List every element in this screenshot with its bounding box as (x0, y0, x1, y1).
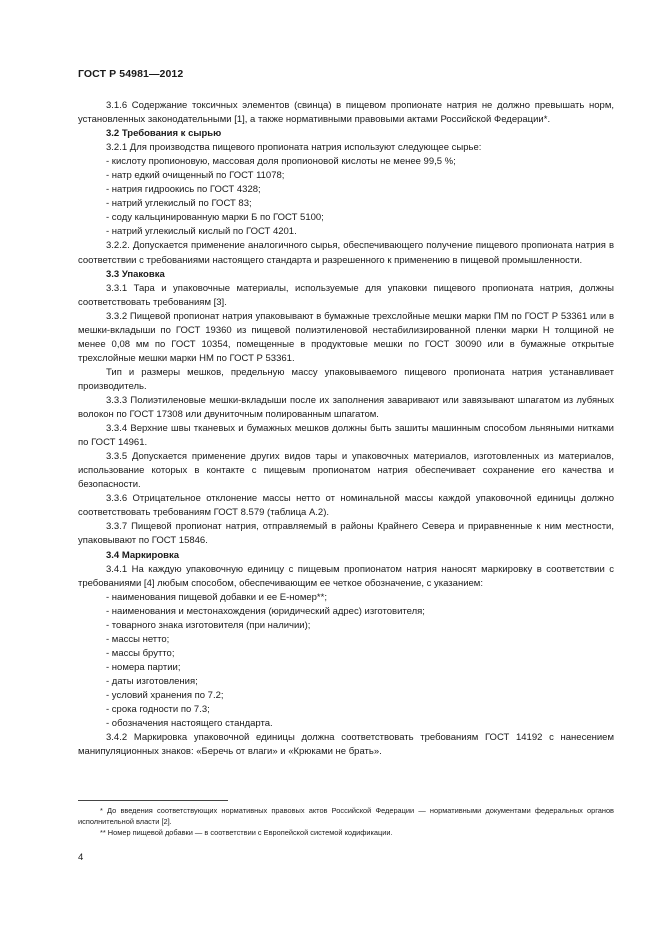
raw-materials-list (78, 155, 614, 239)
page-header: ГОСТ Р 54981—2012 (78, 68, 184, 80)
list-item: - массы брутто; (106, 647, 175, 659)
clause-3-4-1: 3.4.1 На каждую упаковочную единицу с пищевым пропионатом натрия наносят маркировку в соответствии с требованиями [4] любым способом, обеспечивающим ее четкое обозначение, с указанием: (78, 563, 614, 589)
clause-3-2-1: 3.2.1 Для производства пищевого пропионата натрия используют следующее сырье: (106, 142, 482, 154)
clause-3-2-2: 3.2.2. Допускается применение аналогичного сырья, обеспечивающего получение пищевого пропионата натрия в соответствии с требованиями настоящего стандарта и разрешенного к применению в пищевой промышленности. (78, 240, 614, 266)
list-item: - срока годности по 7.3; (106, 704, 210, 716)
marking-list (78, 591, 614, 731)
section-heading-3-2: 3.2 Требования к сырью (106, 128, 222, 140)
clause-3-3-3: 3.3.3 Полиэтиленовые мешки-вкладыши после их заполнения заваривают или завязывают шпагатом из лубяных волокон по ГОСТ 17308 или двуниточным полированным шпагатом. (78, 394, 614, 421)
clause-3-3-5: 3.3.5 Допускается применение других видов тары и упаковочных материалов, изготовленных из материалов, использование которых в контакте с пищевым пропионатом натрия обеспечивает сохранение его качества и безопасности. (78, 451, 614, 491)
list-item: - натрий углекислый кислый по ГОСТ 4201. (106, 226, 297, 238)
clause-3-3-2-continued: Тип и размеры мешков, предельную массу упаковываемого пищевого пропионата натрия устанавливает производитель. (78, 366, 614, 392)
list-item: - обозначения настоящего стандарта. (106, 718, 273, 730)
list-item: - соду кальцинированную марки Б по ГОСТ 5100; (106, 212, 324, 224)
clause-3-3-4: 3.3.4 Верхние швы тканевых и бумажных мешков должны быть зашиты машинным способом льняными нитками по ГОСТ 14961. (78, 423, 614, 449)
section-heading-3-3: 3.3 Упаковка (106, 268, 165, 280)
section-heading-3-4: 3.4 Маркировка (106, 549, 180, 561)
list-item: - наименования пищевой добавки и ее Е-номер**; (106, 591, 327, 603)
list-item: - натрия гидроокись по ГОСТ 4328; (106, 184, 261, 196)
list-item: - номера партии; (106, 661, 181, 673)
list-item: - натрий углекислый по ГОСТ 83; (106, 198, 252, 210)
list-item: - натр едкий очищенный по ГОСТ 11078; (106, 170, 285, 182)
list-item: - наименования и местонахождения (юридический адрес) изготовителя; (106, 605, 425, 617)
clause-3-1-6: 3.1.6 Содержание токсичных элементов (свинца) в пищевом пропионате натрия не должно превышать норм, установленных законодательными [1], а также нормативными правовыми актами Российской Федерации*. (78, 100, 614, 126)
footnote-divider (78, 800, 228, 801)
document-body (78, 99, 614, 759)
clause-3-3-7: 3.3.7 Пищевой пропионат натрия, отправляемый в районы Крайнего Севера и приравненные к ним местности, упаковывают по ГОСТ 15846. (78, 521, 614, 547)
clause-3-3-6: 3.3.6 Отрицательное отклонение массы нетто от номинальной массы каждой упаковочной единицы должно соответствовать требованиям ГОСТ 8.579 (таблица А.2). (78, 493, 614, 519)
list-item: - условий хранения по 7.2; (106, 689, 224, 701)
list-item: - даты изготовления; (106, 675, 198, 687)
footnote: * До введения соответствующих нормативных правовых актов Российской Федерации — нормативными документами федеральных органов исполнительной власти [2]. (78, 806, 614, 826)
list-item: - кислоту пропионовую, массовая доля пропионовой кислоты не менее 99,5 %; (106, 156, 456, 168)
page-number: 4 (78, 852, 84, 863)
footnote: ** Номер пищевой добавки — в соответствии с Европейской системой кодификации. (100, 828, 393, 837)
clause-3-4-2: 3.4.2 Маркировка упаковочной единицы должна соответствовать требованиям ГОСТ 14192 с нанесением манипуляционных знаков: «Беречь от влаги» и «Крюками не брать». (78, 732, 614, 758)
list-item: - массы нетто; (106, 633, 170, 645)
clause-3-3-2: 3.3.2 Пищевой пропионат натрия упаковывают в бумажные трехслойные мешки марки ПМ по ГОСТ Р 53361 или в мешки-вкладыши по ГОСТ 19360 из пищевой полиэтиленовой нестабилизированной пленки марки Н толщиной не менее 0,08 мм по ГОСТ 10354, помещенные в продуктовые мешки по ГОСТ 30090 или в бумажные открытые трехслойные мешки марки НМ по ГОСТ Р 53361. (78, 310, 614, 364)
footnotes (78, 800, 614, 838)
clause-3-3-1: 3.3.1 Тара и упаковочные материалы, используемые для упаковки пищевого пропионата натрия, должны соответствовать требованиям [3]. (78, 282, 614, 308)
list-item: - товарного знака изготовителя (при наличии); (106, 619, 311, 631)
